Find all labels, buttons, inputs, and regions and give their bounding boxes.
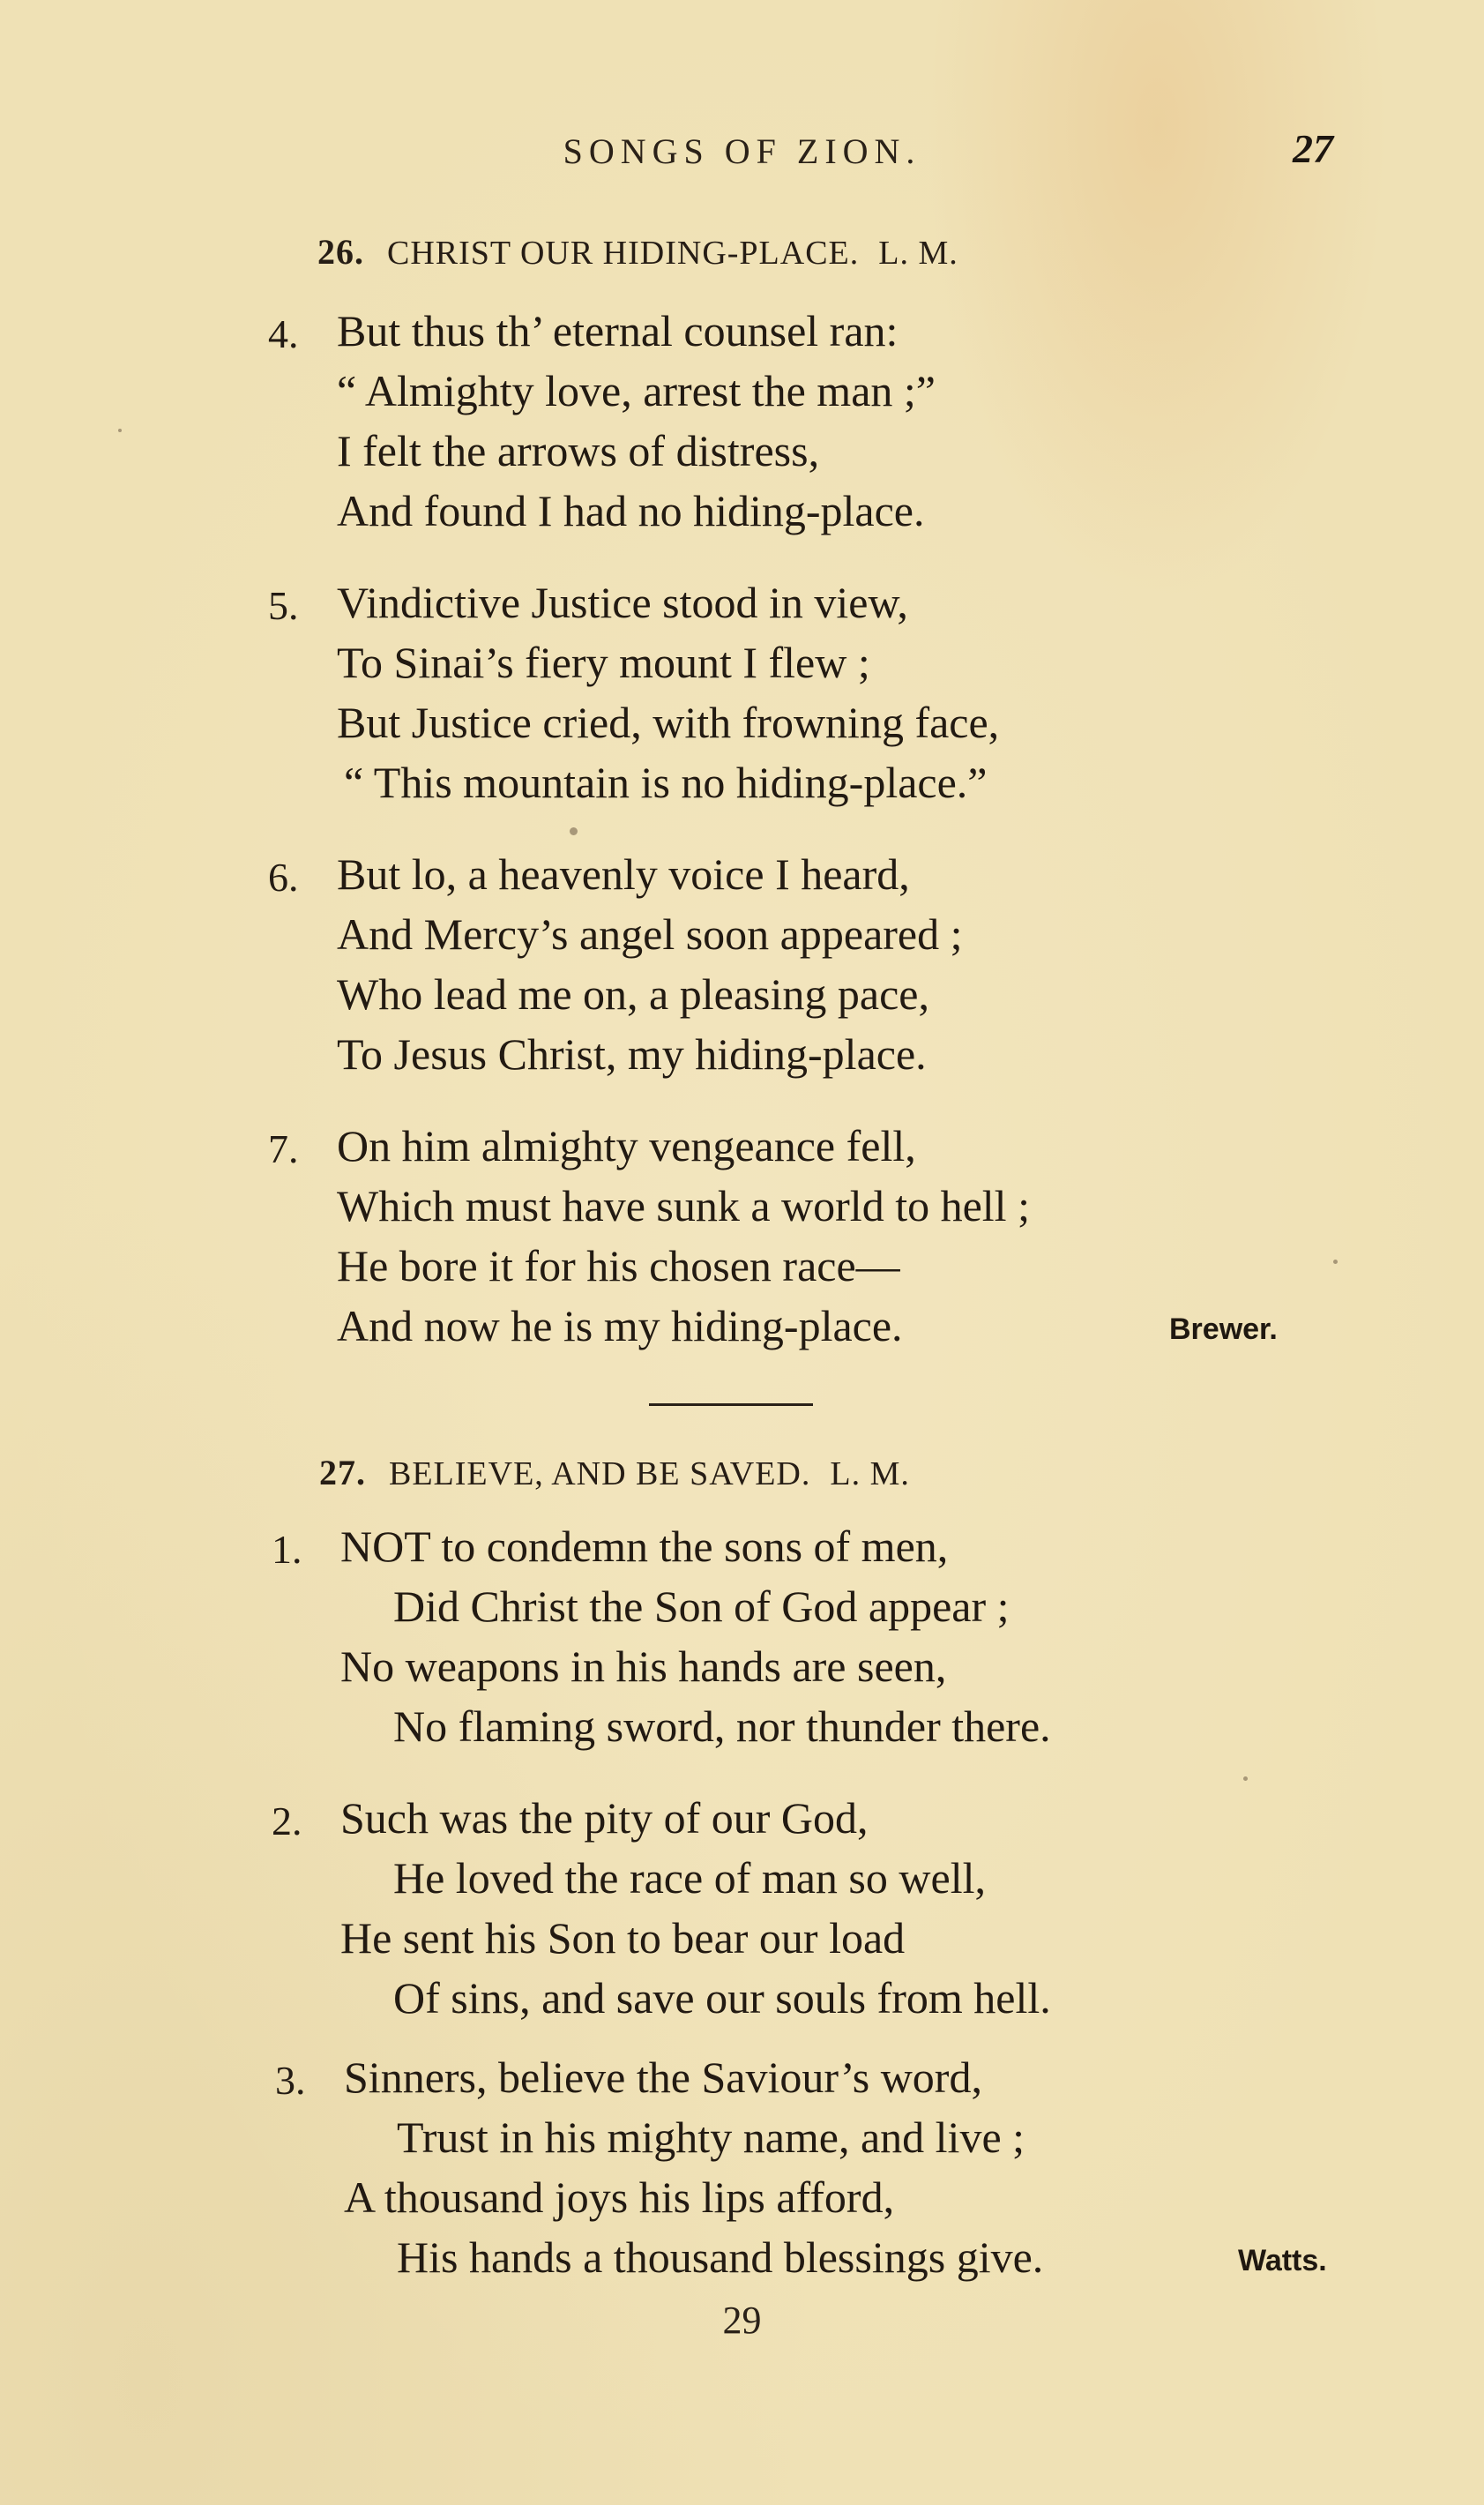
verse-line: I felt the arrows of distress,: [337, 426, 820, 475]
verse-line: No flaming sword, nor thunder there.: [393, 1701, 1051, 1751]
verse-number: 2.: [272, 1798, 302, 1843]
paper-speck: [1243, 1776, 1248, 1781]
paper-speck: [570, 827, 578, 835]
verse-line: His hands a thousand blessings give.: [397, 2232, 1044, 2282]
verse-line: And Mercy’s angel soon appeared ;: [337, 909, 963, 959]
folio-number: 29: [722, 2299, 762, 2342]
verse-line: Of sins, and save our souls from hell.: [393, 1973, 1051, 2023]
verse-line: “ Almighty love, arrest the man ;”: [337, 366, 936, 415]
verse-line: Vindictive Justice stood in view,: [337, 578, 908, 627]
hymn-heading-27: [319, 1452, 910, 1493]
verse-line: On him almighty vengeance fell,: [337, 1121, 916, 1170]
verse-line: Who lead me on, a pleasing pace,: [337, 969, 929, 1019]
verse-line: To Jesus Christ, my hiding-place.: [337, 1029, 927, 1079]
verse-line: “ This mountain is no hiding-place.”: [344, 758, 988, 807]
verse-line: Which must have sunk a world to hell ;: [337, 1181, 1030, 1230]
hymn-title: CHRIST OUR HIDING-PLACE.: [387, 235, 860, 272]
hymn-title: BELIEVE, AND BE SAVED.: [389, 1455, 811, 1492]
hymn-meter: L. M.: [830, 1455, 910, 1492]
verse-line: Sinners, believe the Saviour’s word,: [344, 2053, 982, 2102]
paper-speck: [1333, 1260, 1338, 1264]
verse-number: 7.: [268, 1126, 299, 1171]
verse-line: No weapons in his hands are seen,: [340, 1641, 947, 1691]
verse-number: 6.: [268, 855, 299, 900]
hymn-attribution: Brewer.: [1169, 1312, 1278, 1346]
verse-line: Trust in his mighty name, and live ;: [397, 2112, 1025, 2162]
verse-number: 1.: [272, 1527, 302, 1572]
verse-line: A thousand joys his lips afford,: [344, 2172, 895, 2222]
running-title: SONGS OF ZION.: [563, 131, 921, 171]
verse-number: 4.: [268, 311, 299, 356]
verse-line: And now he is my hiding-place.: [337, 1301, 903, 1350]
hymn-heading-26: [317, 231, 958, 273]
verse-line: He sent his Son to bear our load: [340, 1913, 906, 1963]
verse-number: 3.: [275, 2058, 306, 2103]
paper-speck: [118, 429, 122, 432]
hymn-meter: L. M.: [878, 235, 958, 272]
verse-line: He bore it for his chosen race—: [337, 1241, 900, 1290]
verse-number: 5.: [268, 583, 299, 628]
verse-line: He loved the race of man so well,: [393, 1853, 986, 1903]
verse-line: To Sinai’s fiery mount I flew ;: [337, 638, 870, 687]
hymn-number: 27.: [319, 1453, 366, 1492]
verse-line: But Justice cried, with frowning face,: [337, 698, 1000, 747]
hymn-attribution: Watts.: [1238, 2244, 1327, 2277]
verse-line: And found I had no hiding-place.: [337, 486, 925, 535]
verse-line: Such was the pity of our God,: [340, 1793, 869, 1843]
page-number: 27: [1293, 126, 1333, 171]
verse-line: But lo, a heavenly voice I heard,: [337, 849, 910, 899]
hymn-number: 26.: [317, 232, 364, 272]
verse-line: Did Christ the Son of God appear ;: [393, 1582, 1010, 1631]
verse-line: But thus th’ eternal counsel ran:: [337, 306, 899, 355]
verse-line: NOT to condemn the sons of men,: [340, 1522, 949, 1571]
section-divider: [649, 1403, 813, 1406]
